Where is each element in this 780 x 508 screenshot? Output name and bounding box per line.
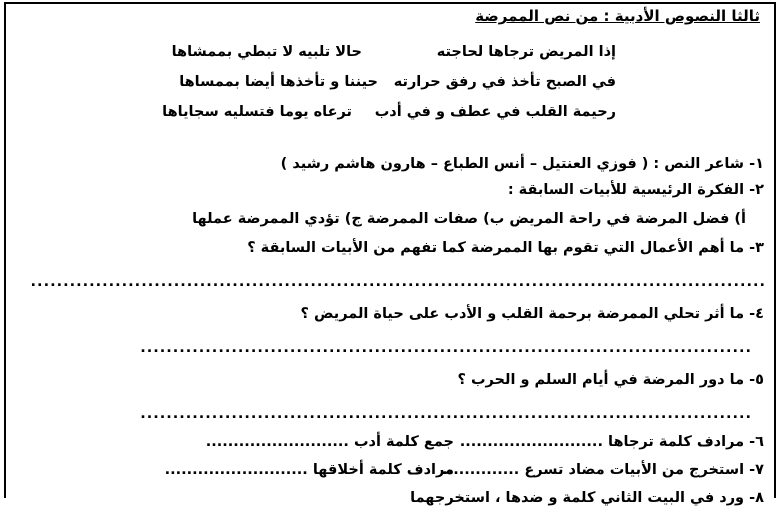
question-4: ٤- ما أثر تحلي الممرضة برحمة القلب و الأدب على حياة المريض ؟ <box>300 306 764 322</box>
worksheet-page <box>4 2 776 506</box>
verse-2-second-hemistich: حيننا و تأخذها أيضا بممساها <box>179 74 378 90</box>
question-7-antonym: ٧- استخرج من الأبيات مضاد تسرع .............. <box>442 462 764 478</box>
question-6-synonym: ٦- مرادف كلمة ترجاها .......................... <box>459 434 764 450</box>
verse-3-first-hemistich: رحيمة القلب في عطف و في أدب <box>374 104 616 120</box>
question-7-synonym: مرادف كلمة أخلاقها .......................... <box>164 462 454 478</box>
section-title: ثالثا النصوص الأدبية : من نص الممرضة <box>475 7 760 25</box>
verse-1-first-hemistich: إذا المريض ترجاها لحاجته <box>436 44 616 60</box>
question-5-answer-line[interactable]: .............................................................................................. <box>140 406 752 422</box>
verse-1-second-hemistich: حالا تلبيه لا تبطي بممشاها <box>171 44 362 60</box>
question-4-answer-line[interactable]: .............................................................................................. <box>140 340 752 356</box>
verse-3-second-hemistich: ترعاه يوما فتسليه سجاياها <box>162 104 352 120</box>
question-3-answer-line[interactable]: ................................................................................................................. <box>30 274 766 290</box>
question-3: ٣- ما أهم الأعمال التي تقوم بها الممرضة كما تفهم من الأبيات السابقة ؟ <box>247 240 764 256</box>
question-2: ٢- الفكرة الرئيسية للأبيات السابقة : <box>507 182 764 198</box>
question-6-plural: جمع كلمة أدب .......................... <box>205 434 454 450</box>
question-2-options: أ) فضل المرضة في راحة المريض ب) صفات الممرضة ج) تؤدي الممرضة عملها <box>192 211 746 227</box>
question-8: ٨- ورد في البيت الثاني كلمة و ضدها ، استخرجهما <box>410 490 764 506</box>
question-1: ١- شاعر النص : ( فوزي العنتيل – أنس الطباع – هارون هاشم رشيد ) <box>280 156 764 172</box>
verse-2-first-hemistich: في الصبح تأخذ في رفق حرارته <box>393 74 616 90</box>
question-5: ٥- ما دور المرضة في أيام السلم و الحرب ؟ <box>457 372 764 388</box>
